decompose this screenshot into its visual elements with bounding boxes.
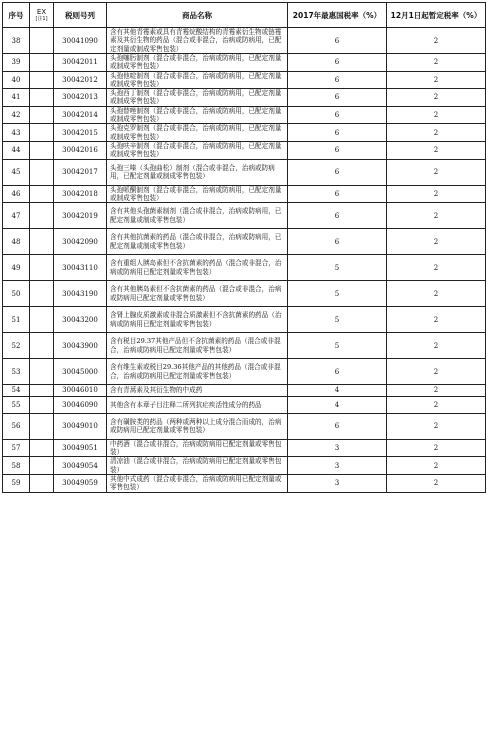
row-seq-cell: 44 — [3, 141, 30, 159]
row-rate-2017-cell: 3 — [288, 439, 387, 457]
table-row — [3, 396, 486, 413]
row-code-cell: 30041090 — [54, 28, 107, 54]
row-rate-dec-cell: 2 — [387, 229, 486, 255]
table-row — [3, 71, 486, 89]
row-name-cell: 头孢西丁制剂（混合或非混合，治病或防病用，已配定剂量或制成零售包装） — [107, 89, 288, 107]
row-rate-dec-cell: 2 — [387, 89, 486, 107]
row-code-cell: 30045000 — [54, 359, 107, 385]
table-row — [3, 439, 486, 457]
row-seq-cell: 42 — [3, 106, 30, 124]
row-rate-2017-cell: 6 — [288, 203, 387, 229]
row-rate-dec-cell: 2 — [387, 413, 486, 439]
row-code-cell: 30042090 — [54, 229, 107, 255]
row-rate-2017-cell: 3 — [288, 475, 387, 493]
row-rate-2017-cell: 6 — [288, 229, 387, 255]
row-code-cell: 30049051 — [54, 439, 107, 457]
table-row — [3, 281, 486, 307]
row-ex-cell — [30, 333, 54, 359]
row-code-cell: 30042014 — [54, 106, 107, 124]
row-ex-cell — [30, 229, 54, 255]
row-ex-cell — [30, 385, 54, 397]
row-seq-cell: 45 — [3, 159, 30, 185]
table-row — [3, 54, 486, 72]
row-rate-2017-cell: 6 — [288, 124, 387, 142]
row-rate-2017-cell: 5 — [288, 281, 387, 307]
row-rate-2017-cell: 5 — [288, 255, 387, 281]
tariff-table-page — [2, 2, 486, 493]
row-seq-cell: 40 — [3, 71, 30, 89]
row-rate-dec-cell: 2 — [387, 385, 486, 397]
table-row — [3, 185, 486, 203]
col-header-rate-dec: 12月1日起暂定税率（%） — [387, 3, 486, 28]
row-rate-dec-cell: 2 — [387, 185, 486, 203]
row-rate-dec-cell: 2 — [387, 106, 486, 124]
row-seq-cell: 41 — [3, 89, 30, 107]
table-row — [3, 307, 486, 333]
table-row — [3, 124, 486, 142]
row-code-cell: 30042018 — [54, 185, 107, 203]
row-rate-dec-cell: 2 — [387, 475, 486, 493]
row-rate-2017-cell: 6 — [288, 159, 387, 185]
row-ex-cell — [30, 185, 54, 203]
row-code-cell: 30049054 — [54, 457, 107, 475]
row-ex-cell — [30, 28, 54, 54]
row-rate-2017-cell: 6 — [288, 89, 387, 107]
row-rate-dec-cell: 2 — [387, 203, 486, 229]
col-header-rate-2017: 2017年最惠国税率（%） — [288, 3, 387, 28]
row-code-cell: 30049059 — [54, 475, 107, 493]
row-rate-2017-cell: 6 — [288, 185, 387, 203]
row-rate-2017-cell: 6 — [288, 359, 387, 385]
row-rate-2017-cell: 6 — [288, 413, 387, 439]
row-code-cell: 30046090 — [54, 396, 107, 413]
row-ex-cell — [30, 71, 54, 89]
row-seq-cell: 43 — [3, 124, 30, 142]
row-rate-2017-cell: 6 — [288, 28, 387, 54]
row-code-cell: 30042012 — [54, 71, 107, 89]
row-name-cell: 含有磺胺类的药品（两种或两种以上成分混合而成的，治病或防病用已配定剂量或零售包装） — [107, 413, 288, 439]
table-row — [3, 106, 486, 124]
row-ex-cell — [30, 359, 54, 385]
row-ex-cell — [30, 307, 54, 333]
row-seq-cell: 47 — [3, 203, 30, 229]
row-name-cell: 头孢克罗制剂（混合或非混合，治病或防病用，已配定剂量或制成零售包装） — [107, 124, 288, 142]
tariff-table — [2, 2, 486, 493]
table-row — [3, 413, 486, 439]
table-row — [3, 385, 486, 397]
row-rate-2017-cell: 5 — [288, 333, 387, 359]
row-ex-cell — [30, 396, 54, 413]
row-name-cell: 头孢呋辛制剂（混合或非混合，治病或防病用，已配定剂量或制成零售包装） — [107, 141, 288, 159]
row-name-cell: 其他中式成药（混合或非混合，治病或防病用已配定剂量或零售包装） — [107, 475, 288, 493]
row-rate-2017-cell: 6 — [288, 106, 387, 124]
table-row — [3, 229, 486, 255]
row-rate-dec-cell: 2 — [387, 281, 486, 307]
row-rate-dec-cell: 2 — [387, 307, 486, 333]
row-rate-dec-cell: 2 — [387, 141, 486, 159]
row-ex-cell — [30, 54, 54, 72]
row-code-cell: 30046010 — [54, 385, 107, 397]
row-rate-dec-cell: 2 — [387, 124, 486, 142]
row-code-cell: 30049010 — [54, 413, 107, 439]
row-seq-cell: 56 — [3, 413, 30, 439]
table-row — [3, 203, 486, 229]
row-seq-cell: 46 — [3, 185, 30, 203]
table-row — [3, 141, 486, 159]
row-seq-cell: 59 — [3, 475, 30, 493]
row-ex-cell — [30, 124, 54, 142]
row-code-cell: 30042016 — [54, 141, 107, 159]
row-rate-dec-cell: 2 — [387, 159, 486, 185]
row-name-cell: 清凉油（混合或非混合，治病或防病用已配定剂量或零售包装） — [107, 457, 288, 475]
row-ex-cell — [30, 203, 54, 229]
row-rate-dec-cell: 2 — [387, 255, 486, 281]
row-code-cell: 30042019 — [54, 203, 107, 229]
row-ex-cell — [30, 141, 54, 159]
row-seq-cell: 54 — [3, 385, 30, 397]
row-rate-2017-cell: 5 — [288, 307, 387, 333]
row-seq-cell: 50 — [3, 281, 30, 307]
row-name-cell: 头孢三嗪（头孢曲松）制剂（混合或非混合，治病或防病用，已配定剂量或制成零售包装） — [107, 159, 288, 185]
row-name-cell: 头孢替唑制剂（混合或非混合，治病或防病用，已配定剂量或制成零售包装） — [107, 106, 288, 124]
col-header-ex-note: [注1] — [35, 15, 48, 22]
row-rate-2017-cell: 3 — [288, 457, 387, 475]
row-ex-cell — [30, 89, 54, 107]
row-rate-dec-cell: 2 — [387, 333, 486, 359]
table-row — [3, 475, 486, 493]
row-seq-cell: 55 — [3, 396, 30, 413]
row-ex-cell — [30, 439, 54, 457]
row-name-cell: 含有其他抗菌素的药品（混合或非混合，治病或防病用，已配定剂量或制成零售包装） — [107, 229, 288, 255]
row-rate-2017-cell: 6 — [288, 141, 387, 159]
col-header-ex — [30, 3, 54, 28]
row-code-cell: 30043900 — [54, 333, 107, 359]
row-rate-2017-cell: 6 — [288, 71, 387, 89]
row-seq-cell: 49 — [3, 255, 30, 281]
row-ex-cell — [30, 457, 54, 475]
row-rate-dec-cell: 2 — [387, 457, 486, 475]
row-seq-cell: 38 — [3, 28, 30, 54]
row-ex-cell — [30, 159, 54, 185]
row-seq-cell: 52 — [3, 333, 30, 359]
row-name-cell: 其他含有本章子目注释二所列抗疟疾活性成分的药品 — [107, 396, 288, 413]
table-row — [3, 457, 486, 475]
table-row — [3, 89, 486, 107]
table-body — [3, 28, 486, 493]
table-row — [3, 28, 486, 54]
row-name-cell: 头孢哌酮制剂（混合或非混合，治病或防病用，已配定剂量或制成零售包装） — [107, 185, 288, 203]
row-name-cell: 含有其他胰岛素但不含抗菌素的药品（混合或非混合，治病或防病用已配定剂量或零售包装） — [107, 281, 288, 307]
row-code-cell: 30043110 — [54, 255, 107, 281]
table-row — [3, 255, 486, 281]
col-header-code: 税则号列 — [54, 3, 107, 28]
table-header-row — [3, 3, 486, 28]
row-name-cell: 含有重组人胰岛素但不含抗菌素的药品（混合或非混合，治病或防病用已配定剂量或零售包装） — [107, 255, 288, 281]
row-code-cell: 30043190 — [54, 281, 107, 307]
row-rate-2017-cell: 4 — [288, 396, 387, 413]
row-name-cell: 含有其他青霉素或具有青霉烷酸结构的青霉素衍生物或链霉素及其衍生物的药品（混合或非混合，治病或防病用，已配定剂量或制成零售包装） — [107, 28, 288, 54]
row-code-cell: 30042015 — [54, 124, 107, 142]
row-name-cell: 含有税目29.37其他产品但不含抗菌素的药品（混合或非混合，治病或防病用已配定剂量或零售包装） — [107, 333, 288, 359]
row-code-cell: 30043200 — [54, 307, 107, 333]
row-name-cell: 含有青蒿素及其衍生物的中成药 — [107, 385, 288, 397]
row-rate-dec-cell: 2 — [387, 71, 486, 89]
row-name-cell: 中药酒（混合或非混合，治病或防病用已配定剂量或零售包装） — [107, 439, 288, 457]
row-seq-cell: 48 — [3, 229, 30, 255]
row-code-cell: 30042017 — [54, 159, 107, 185]
row-seq-cell: 57 — [3, 439, 30, 457]
row-seq-cell: 53 — [3, 359, 30, 385]
row-seq-cell: 51 — [3, 307, 30, 333]
row-name-cell: 含有维生素或税目29.36其他产品的其他药品（混合或非混合，治病或防病用已配定剂量或零售包装） — [107, 359, 288, 385]
row-ex-cell — [30, 475, 54, 493]
col-header-name: 商品名称 — [107, 3, 288, 28]
row-rate-dec-cell: 2 — [387, 359, 486, 385]
row-name-cell: 含肾上腺皮质激素或非混合质激素但不含抗菌素的药品（治病或防病用已配定剂量或零售包装） — [107, 307, 288, 333]
row-code-cell: 30042011 — [54, 54, 107, 72]
row-ex-cell — [30, 106, 54, 124]
row-seq-cell: 58 — [3, 457, 30, 475]
table-row — [3, 359, 486, 385]
col-header-seq: 序号 — [3, 3, 30, 28]
table-row — [3, 159, 486, 185]
row-seq-cell: 39 — [3, 54, 30, 72]
row-name-cell: 头孢噻肟制剂（混合或非混合，治病或防病用，已配定剂量或制成零售包装） — [107, 54, 288, 72]
row-rate-dec-cell: 2 — [387, 28, 486, 54]
row-ex-cell — [30, 281, 54, 307]
row-rate-2017-cell: 4 — [288, 385, 387, 397]
row-rate-2017-cell: 6 — [288, 54, 387, 72]
row-name-cell: 头孢他啶制剂（混合或非混合，治病或防病用，已配定剂量或制成零售包装） — [107, 71, 288, 89]
row-rate-dec-cell: 2 — [387, 396, 486, 413]
row-rate-dec-cell: 2 — [387, 439, 486, 457]
row-ex-cell — [30, 255, 54, 281]
row-name-cell: 含有其他头孢菌素制剂（混合或非混合，治病或防病用，已配定剂量或制成零售包装） — [107, 203, 288, 229]
table-row — [3, 333, 486, 359]
row-rate-dec-cell: 2 — [387, 54, 486, 72]
row-code-cell: 30042013 — [54, 89, 107, 107]
col-header-ex-label: EX — [36, 7, 47, 16]
row-ex-cell — [30, 413, 54, 439]
